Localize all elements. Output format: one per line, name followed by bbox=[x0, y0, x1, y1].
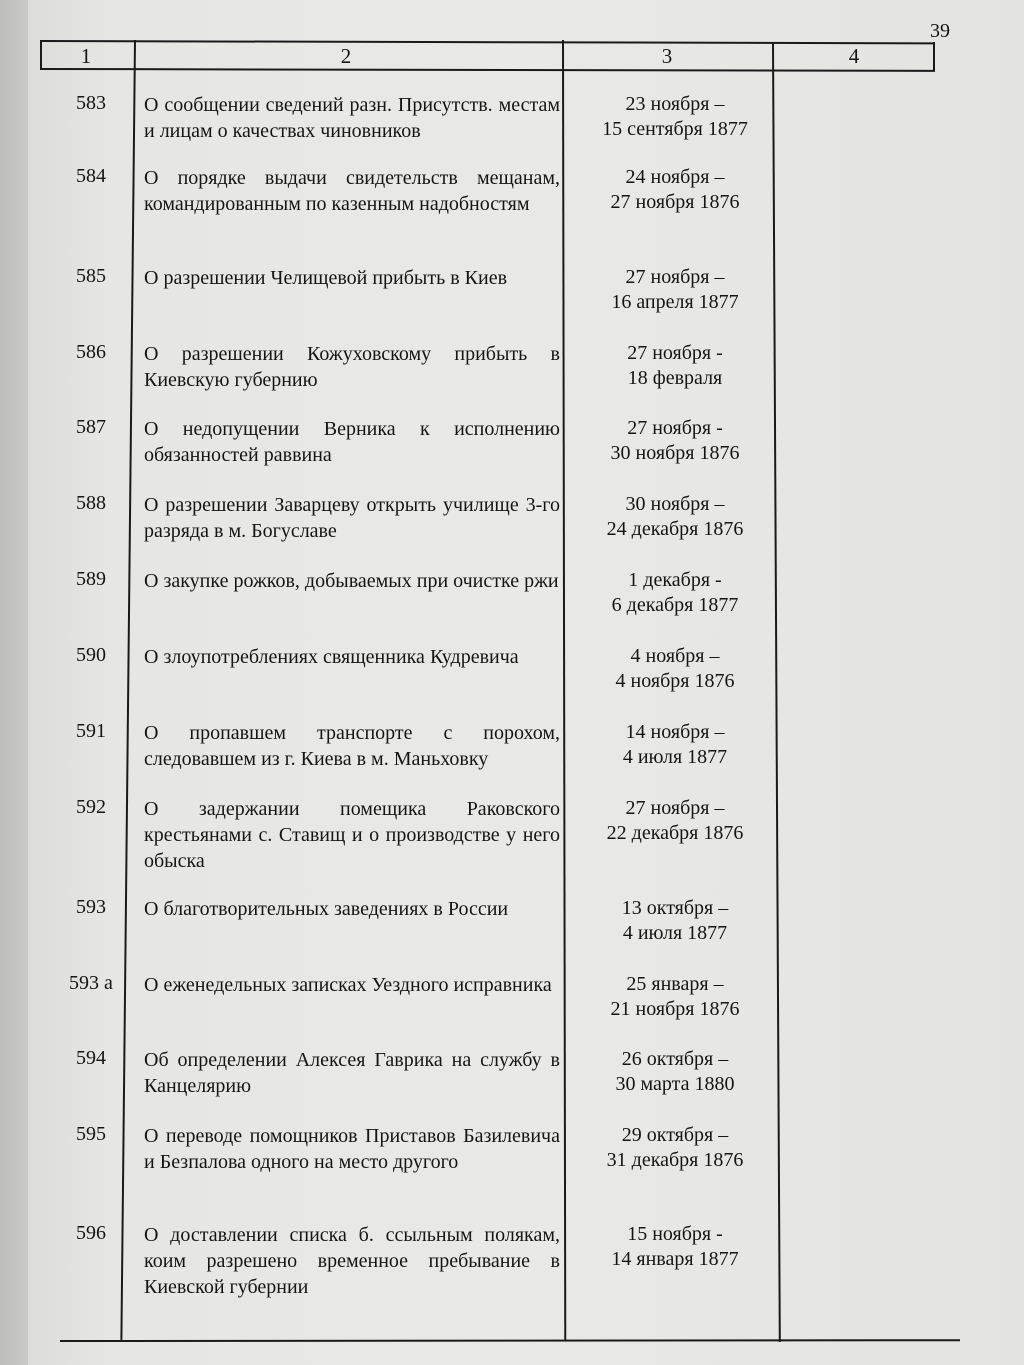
date-end: 15 сентября 1877 bbox=[602, 118, 748, 140]
row-title: О разрешении Кожуховскому прибыть в Киевскую губернию bbox=[144, 343, 560, 391]
row-dates bbox=[570, 92, 780, 142]
row-title: О еженедельных записках Уездного исправника bbox=[144, 974, 552, 996]
row-dates bbox=[570, 416, 780, 466]
column-divider-right bbox=[933, 42, 935, 70]
date-start: 23 ноября – bbox=[625, 93, 725, 115]
row-number: 593 bbox=[76, 896, 106, 918]
row-dates bbox=[570, 341, 780, 391]
date-end: 18 февраля bbox=[627, 367, 723, 389]
row-title: О задержании помещика Раковского крестьянами с. Ставищ и о производстве у него обыска bbox=[144, 798, 560, 872]
column-header-2: 2 bbox=[340, 44, 352, 68]
row-dates bbox=[570, 165, 780, 215]
date-end: 24 декабря 1876 bbox=[606, 518, 744, 540]
row-dates bbox=[570, 972, 780, 1022]
date-start: 27 ноября – bbox=[625, 797, 725, 819]
date-end: 21 ноября 1876 bbox=[610, 998, 740, 1020]
row-dates bbox=[570, 644, 780, 694]
date-end: 4 июля 1877 bbox=[622, 922, 728, 944]
row-title: О разрешении Челищевой прибыть в Киев bbox=[144, 267, 508, 289]
row-number: 585 bbox=[76, 265, 106, 287]
date-end: 4 ноября 1876 bbox=[615, 670, 735, 692]
date-start: 4 ноября – bbox=[630, 645, 720, 667]
date-start: 27 ноября - bbox=[627, 417, 723, 439]
date-start: 27 ноября - bbox=[627, 342, 723, 364]
date-start: 29 октября – bbox=[621, 1124, 729, 1146]
row-number: 591 bbox=[76, 720, 106, 742]
row-dates bbox=[570, 720, 780, 770]
row-title: О доставлении списка б. ссыльным полякам, коим разрешено временное пребывание в Киевской губернии bbox=[144, 1224, 560, 1298]
row-title: О порядке выдачи свидетельств мещанам, командированным по казенным надобностям bbox=[144, 167, 560, 215]
row-number: 590 bbox=[76, 644, 106, 666]
row-dates bbox=[570, 1222, 780, 1272]
row-number: 594 bbox=[76, 1047, 106, 1069]
row-number: 589 bbox=[76, 568, 106, 590]
date-start: 26 октября – bbox=[621, 1048, 729, 1070]
row-title: О переводе помощников Приставов Базилевича и Безпалова одного на место другого bbox=[144, 1125, 560, 1173]
row-title: О недопущении Верника к исполнению обязанностей раввина bbox=[144, 418, 560, 466]
date-start: 30 ноября – bbox=[625, 493, 725, 515]
page-number: 39 bbox=[930, 20, 950, 42]
date-end: 27 ноября 1876 bbox=[610, 191, 740, 213]
row-number: 588 bbox=[76, 492, 106, 514]
column-header-1: 1 bbox=[80, 44, 92, 68]
date-end: 30 марта 1880 bbox=[615, 1073, 735, 1095]
date-start: 25 января – bbox=[626, 973, 724, 995]
row-title: О сообщении сведений разн. Присутств. местам и лицам о качествах чиновников bbox=[144, 94, 560, 142]
date-start: 27 ноября – bbox=[625, 266, 725, 288]
row-number: 592 bbox=[76, 796, 106, 818]
row-title: О пропавшем транспорте с порохом, следовавшем из г. Киева в м. Маньховку bbox=[144, 722, 560, 770]
row-dates bbox=[570, 1123, 780, 1173]
row-dates bbox=[570, 896, 780, 946]
date-end: 14 января 1877 bbox=[611, 1248, 739, 1270]
date-start: 14 ноября – bbox=[625, 721, 725, 743]
row-number: 595 bbox=[76, 1123, 106, 1145]
row-title: О благотворительных заведениях в России bbox=[144, 898, 509, 920]
row-number: 586 bbox=[76, 341, 106, 363]
row-dates bbox=[570, 492, 780, 542]
date-end: 31 декабря 1876 bbox=[606, 1149, 744, 1171]
column-header-3: 3 bbox=[661, 44, 673, 68]
date-end: 6 декабря 1877 bbox=[611, 594, 739, 616]
row-dates bbox=[570, 796, 780, 846]
row-title: Об определении Алексея Гаврика на службу в Канцелярию bbox=[144, 1049, 560, 1097]
date-start: 1 декабря - bbox=[628, 569, 722, 591]
column-divider-left bbox=[40, 40, 42, 70]
row-dates bbox=[570, 265, 780, 315]
row-number: 596 bbox=[76, 1222, 106, 1244]
date-end: 30 ноября 1876 bbox=[610, 442, 740, 464]
date-end: 16 апреля 1877 bbox=[611, 291, 739, 313]
row-number: 583 bbox=[76, 92, 106, 114]
date-start: 15 ноября - bbox=[627, 1223, 723, 1245]
date-end: 22 декабря 1876 bbox=[606, 822, 744, 844]
row-number: 584 bbox=[76, 165, 106, 187]
row-dates bbox=[570, 1047, 780, 1097]
date-start: 24 ноября – bbox=[625, 166, 725, 188]
row-number: 593 а bbox=[69, 972, 113, 994]
row-title: О разрешении Заварцеву открыть училище 3-го разряда в м. Богуславе bbox=[144, 494, 560, 542]
row-title: О злоупотреблениях священника Кудревича bbox=[144, 646, 519, 668]
row-dates bbox=[570, 568, 780, 618]
date-start: 13 октября – bbox=[621, 897, 729, 919]
row-number: 587 bbox=[76, 416, 106, 438]
date-end: 4 июля 1877 bbox=[622, 746, 728, 768]
column-header-4: 4 bbox=[848, 44, 860, 68]
row-title: О закупке рожков, добываемых при очистке ржи bbox=[144, 570, 559, 592]
